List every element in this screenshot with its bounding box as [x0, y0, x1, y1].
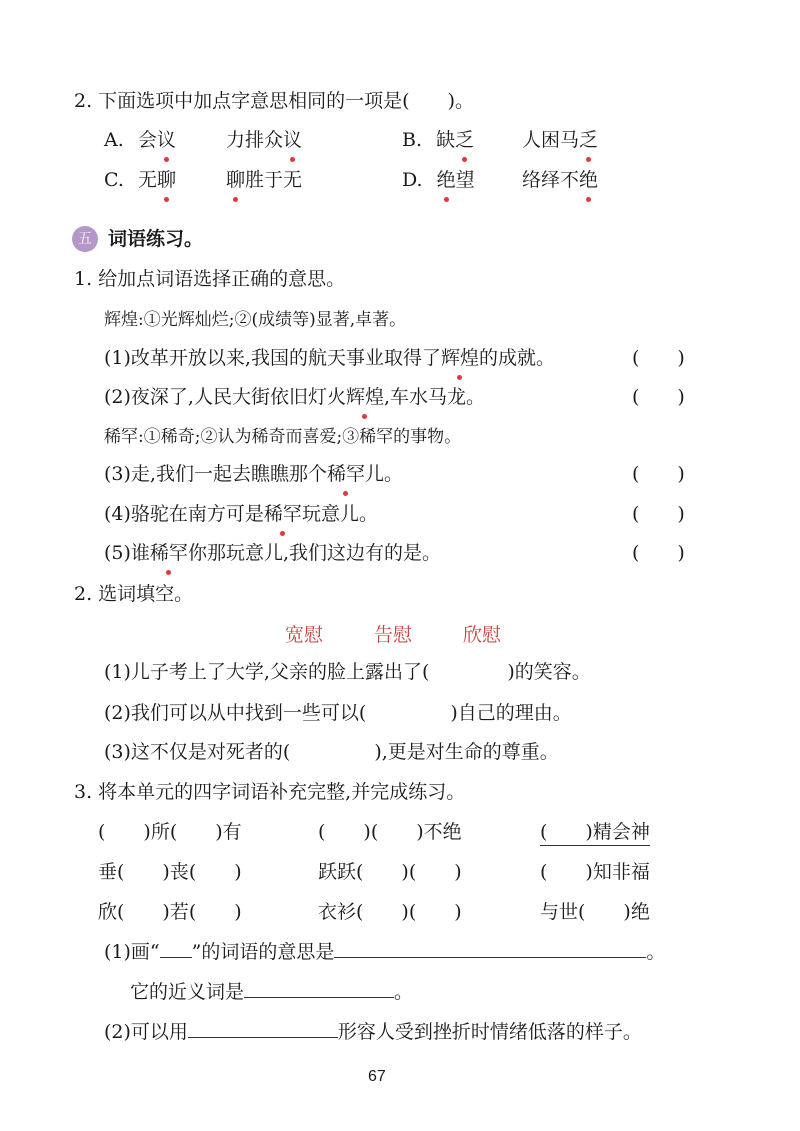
- underline-sample: [160, 939, 192, 958]
- definition-xihan: 稀罕:①稀奇;②认为稀奇而喜爱;③稀罕的事物。: [104, 427, 462, 447]
- meaning-blank[interactable]: [334, 939, 646, 958]
- option-b-label: B.: [402, 129, 423, 151]
- option-a-word2: 力排众议: [226, 129, 303, 151]
- dotted-char: 乏: [579, 129, 599, 151]
- answer-paren-4[interactable]: ( ): [632, 503, 685, 525]
- answer-paren-5[interactable]: ( ): [632, 542, 685, 564]
- idiom-1-2[interactable]: ( )( )不绝: [318, 821, 462, 843]
- option-b-word2: 人困马乏: [522, 129, 599, 151]
- definition-huihuang: 辉煌:①光辉灿烂;②(成绩等)显著,卓著。: [104, 310, 407, 330]
- dotted-char: 聊: [226, 169, 246, 191]
- option-a-label: A.: [104, 129, 124, 151]
- q3-sub1: (1)画“ ”的词语的意思是 。: [104, 941, 666, 963]
- q1-item-4: (4)骆驼在南方可是稀罕玩意儿。: [104, 503, 378, 525]
- idiom-3-1[interactable]: 欣( )若( ): [98, 901, 242, 923]
- dotted-char: 绝: [579, 169, 599, 191]
- dotted-char: 议: [156, 129, 176, 151]
- q1-item-3: (3)走,我们一起去瞧瞧那个稀罕儿。: [104, 463, 403, 485]
- idiom-1-3-underlined[interactable]: ( )精会神: [540, 819, 650, 846]
- dotted-word: 辉煌: [440, 347, 479, 369]
- dotted-char: 乏: [455, 129, 475, 151]
- fill-line-2: (2)我们可以从中找到一些可以( )自己的理由。: [104, 702, 572, 724]
- dotted-word: 辉煌: [345, 386, 384, 408]
- fill-line-1: (1)儿子考上了大学,父亲的脸上露出了( )的笑容。: [104, 661, 591, 683]
- answer-paren-1[interactable]: ( ): [632, 347, 685, 369]
- dotted-char: 绝: [436, 169, 456, 191]
- page-number: 67: [368, 1068, 386, 1085]
- q1-item-5: (5)谁稀罕你那玩意儿,我们这边有的是。: [104, 542, 441, 564]
- idiom-2-3[interactable]: ( )知非福: [540, 861, 650, 883]
- dotted-char: 聊: [156, 169, 176, 191]
- q2-fill-stem: 2. 选词填空。: [74, 583, 194, 605]
- dotted-word: 稀罕: [149, 542, 188, 564]
- option-d: D. 绝望: [402, 169, 475, 191]
- word-choice-3: 欣慰: [463, 624, 502, 646]
- q1-item-1: (1)改革开放以来,我国的航天事业取得了辉煌的成就。: [104, 347, 555, 369]
- dotted-word: 稀罕: [263, 503, 302, 525]
- word-choice-2: 告慰: [374, 624, 413, 646]
- dotted-char: 议: [283, 129, 303, 151]
- q3-sub2: (2)可以用 形容人受到挫折时情绪低落的样子。: [104, 1021, 642, 1043]
- answer-paren-2[interactable]: ( ): [632, 386, 685, 408]
- option-a: [104, 127, 176, 153]
- section-number-badge: 五: [72, 226, 98, 252]
- option-d-label: D.: [402, 169, 423, 191]
- idiom-1-1[interactable]: ( )所( )有: [98, 821, 242, 843]
- section-title: 词语练习。: [108, 228, 204, 250]
- idiom-blank[interactable]: [188, 1019, 338, 1038]
- q3-sub1b: 它的近义词是 。: [130, 981, 414, 1003]
- idiom-3-2[interactable]: 衣衫( )( ): [318, 901, 462, 923]
- q1-stem: 1. 给加点词语选择正确的意思。: [74, 268, 346, 290]
- option-c-label: C.: [104, 169, 124, 191]
- dotted-word: 稀罕: [326, 463, 365, 485]
- option-a-word1: 会议: [137, 129, 176, 151]
- option-c: C. 无聊: [104, 169, 176, 191]
- synonym-blank[interactable]: [244, 979, 394, 998]
- idiom-2-1[interactable]: 垂( )丧( ): [98, 861, 242, 883]
- word-choice-1: 宽慰: [285, 624, 324, 646]
- q1-item-2: (2)夜深了,人民大街依旧灯火辉煌,车水马龙。: [104, 386, 486, 408]
- fill-line-3: (3)这不仅是对死者的( ),更是对生命的尊重。: [104, 741, 559, 763]
- option-d-word2: 络绎不绝: [522, 169, 599, 191]
- idiom-2-2[interactable]: 跃跃( )( ): [318, 861, 462, 883]
- answer-paren-3[interactable]: ( ): [632, 463, 685, 485]
- option-c-word2: 聊胜于无: [226, 169, 303, 191]
- q2-stem: 2. 下面选项中加点字意思相同的一项是( )。: [74, 90, 474, 112]
- q3-stem: 3. 将本单元的四字词语补充完整,并完成练习。: [74, 781, 466, 803]
- option-b: B. 缺乏: [402, 129, 475, 151]
- idiom-3-3[interactable]: 与世( )绝: [540, 901, 650, 923]
